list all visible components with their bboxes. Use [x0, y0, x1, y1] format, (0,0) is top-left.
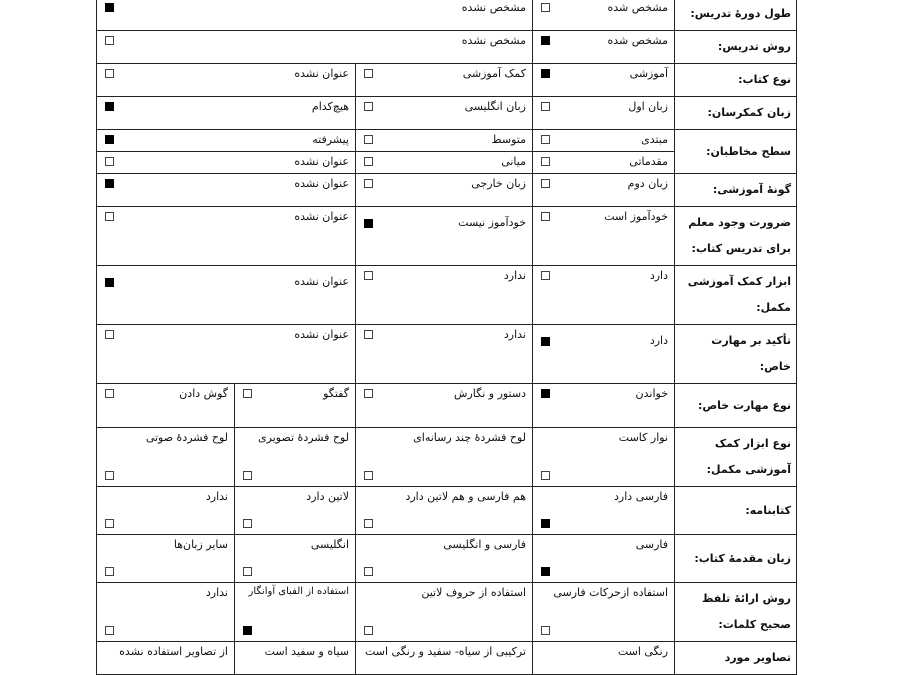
checkbox-checked-icon[interactable] [541, 337, 550, 346]
row-skill-emphasis [97, 325, 797, 384]
option-middle[interactable]: میانی [356, 152, 533, 174]
option-supplementary[interactable]: کمک آموزشی [356, 64, 533, 97]
checkbox-icon[interactable] [364, 471, 373, 480]
checkbox-icon[interactable] [105, 157, 114, 166]
label-audience-level: سطح مخاطبان: [675, 130, 797, 174]
option-not-self-study[interactable]: خودآموز نیست [356, 207, 533, 266]
row-images [97, 642, 797, 675]
row-tool-type [97, 428, 797, 487]
checkbox-icon[interactable] [243, 567, 252, 576]
label-skill-type: نوع مهارت خاص: [675, 384, 797, 428]
option-other-languages[interactable]: سایر زبان‌ها [97, 535, 235, 583]
checkbox-icon[interactable] [364, 179, 373, 188]
option-black-white[interactable]: سیاه و سفید است [235, 642, 356, 675]
label-intro-language: زبان مقدمهٔ کتاب: [675, 535, 797, 583]
option-grammar-writing[interactable]: دستور و نگارش [356, 384, 533, 428]
option-none[interactable]: ندارد [97, 583, 235, 642]
checkbox-icon[interactable] [541, 471, 550, 480]
option-persian-english[interactable]: فارسی و انگلیسی [356, 535, 533, 583]
checkbox-checked-icon[interactable] [105, 179, 114, 188]
checkbox-icon[interactable] [105, 69, 114, 78]
row-teaching-duration [97, 0, 797, 31]
checkbox-icon[interactable] [541, 271, 550, 280]
label-book-type: نوع کتاب: [675, 64, 797, 97]
option-color[interactable]: رنگی است [533, 642, 675, 675]
row-helper-language [97, 97, 797, 130]
label-teaching-duration: طول دورهٔ تدریس: [675, 0, 797, 31]
option-self-study[interactable]: خودآموز است [533, 207, 675, 266]
option-reading[interactable]: خواندن [533, 384, 675, 428]
checkbox-icon[interactable] [364, 271, 373, 280]
option-not-specified[interactable]: مشخص نشده [97, 0, 533, 31]
checkbox-icon[interactable] [364, 330, 373, 339]
row-skill-type [97, 384, 797, 428]
option-has-not[interactable]: ندارد [356, 325, 533, 384]
book-evaluation-form [96, 0, 797, 675]
option-listening[interactable]: گوش دادن [97, 384, 235, 428]
option-none[interactable]: هیچ‌کدام [97, 97, 356, 130]
checkbox-checked-icon[interactable] [541, 36, 550, 45]
checkbox-icon[interactable] [243, 389, 252, 398]
checkbox-icon[interactable] [105, 519, 114, 528]
label-pronunciation: روش ارائهٔ تلفظ صحیح کلمات: [675, 583, 797, 642]
checkbox-icon[interactable] [364, 389, 373, 398]
checkbox-icon[interactable] [541, 179, 550, 188]
option-foreign-language[interactable]: زبان خارجی [356, 174, 533, 207]
option-has[interactable]: دارد [533, 325, 675, 384]
option-advanced[interactable]: پیشرفته [97, 130, 356, 152]
checkbox-checked-icon[interactable] [364, 219, 373, 228]
row-educational-genre [97, 174, 797, 207]
label-supplementary-tools: ابزار کمک آموزشی مکمل: [675, 266, 797, 325]
option-has-not[interactable]: ندارد [356, 266, 533, 325]
option-second-language[interactable]: زبان دوم [533, 174, 675, 207]
row-teaching-method [97, 31, 797, 64]
checkbox-checked-icon[interactable] [105, 102, 114, 111]
option-multimedia-cd[interactable]: لوح فشردهٔ چند رسانه‌ای [356, 428, 533, 487]
label-images: تصاویر مورد [675, 642, 797, 675]
option-beginner[interactable]: مبتدی [533, 130, 675, 152]
checkbox-icon[interactable] [364, 157, 373, 166]
checkbox-icon[interactable] [364, 69, 373, 78]
option-conversation[interactable]: گفتگو [235, 384, 356, 428]
checkbox-icon[interactable] [541, 212, 550, 221]
option-persian-and-latin[interactable]: هم فارسی و هم لاتین دارد [356, 487, 533, 535]
option-latin[interactable]: لاتین دارد [235, 487, 356, 535]
option-educational[interactable]: آموزشی [533, 64, 675, 97]
option-not-stated[interactable]: عنوان نشده [97, 152, 356, 174]
row-supplementary-tools [97, 266, 797, 325]
option-first-language[interactable]: زبان اول [533, 97, 675, 130]
label-tool-type: نوع ابزار کمک آموزشی مکمل: [675, 428, 797, 487]
checkbox-icon[interactable] [364, 567, 373, 576]
option-not-stated[interactable]: عنوان نشده [97, 174, 356, 207]
label-helper-language: زبان کمکرسان: [675, 97, 797, 130]
checkbox-checked-icon[interactable] [105, 278, 114, 287]
checkbox-icon[interactable] [105, 389, 114, 398]
option-audio-cd[interactable]: لوح فشردهٔ صوتی [97, 428, 235, 487]
checkbox-checked-icon[interactable] [105, 135, 114, 144]
option-english[interactable]: انگلیسی [235, 535, 356, 583]
row-book-type [97, 64, 797, 97]
option-not-stated[interactable]: عنوان نشده [97, 207, 356, 266]
option-latin-letters[interactable]: استفاده از حروف لاتین [356, 583, 533, 642]
checkbox-checked-icon[interactable] [541, 389, 550, 398]
option-cassette[interactable]: نوار کاست [533, 428, 675, 487]
option-has[interactable]: دارد [533, 266, 675, 325]
checkbox-icon[interactable] [541, 626, 550, 635]
option-persian[interactable]: فارسی دارد [533, 487, 675, 535]
checkbox-checked-icon[interactable] [541, 519, 550, 528]
checkbox-icon[interactable] [105, 36, 114, 45]
option-not-stated[interactable]: عنوان نشده [97, 325, 356, 384]
checkbox-icon[interactable] [364, 135, 373, 144]
checkbox-icon[interactable] [243, 519, 252, 528]
option-none[interactable]: ندارد [97, 487, 235, 535]
option-not-stated[interactable]: عنوان نشده [97, 266, 356, 325]
checkbox-icon[interactable] [541, 3, 550, 12]
checkbox-checked-icon[interactable] [541, 69, 550, 78]
checkbox-checked-icon[interactable] [541, 567, 550, 576]
row-audience-level [97, 130, 797, 152]
checkbox-icon[interactable] [364, 519, 373, 528]
label-bibliography: کتابنامه: [675, 487, 797, 535]
checkbox-icon[interactable] [364, 626, 373, 635]
checkbox-icon[interactable] [541, 102, 550, 111]
checkbox-icon[interactable] [105, 330, 114, 339]
option-video-cd[interactable]: لوح فشردهٔ تصویری [235, 428, 356, 487]
option-not-specified[interactable]: مشخص نشده [97, 31, 533, 64]
checkbox-icon[interactable] [105, 471, 114, 480]
checkbox-checked-icon[interactable] [243, 626, 252, 635]
label-skill-emphasis: تأکید بر مهارت خاص: [675, 325, 797, 384]
option-english[interactable]: زبان انگلیسی [356, 97, 533, 130]
option-persian-diacritics[interactable]: استفاده ازحرکات فارسی [533, 583, 675, 642]
row-intro-language [97, 535, 797, 583]
option-specified[interactable]: مشخص شده [533, 31, 675, 64]
checkbox-icon[interactable] [105, 567, 114, 576]
option-mixed[interactable]: ترکیبی از سیاه- سفید و رنگی است [356, 642, 533, 675]
option-elementary[interactable]: مقدماتی [533, 152, 675, 174]
option-phonetic-alphabet[interactable]: استفاده از الفبای آوانگار [235, 583, 356, 642]
checkbox-icon[interactable] [105, 626, 114, 635]
row-teacher-required [97, 207, 797, 266]
checkbox-icon[interactable] [364, 102, 373, 111]
label-teaching-method: روش تدریس: [675, 31, 797, 64]
checkbox-icon[interactable] [541, 157, 550, 166]
option-specified[interactable]: مشخص شده [533, 0, 675, 31]
label-educational-genre: گونهٔ آموزشی: [675, 174, 797, 207]
checkbox-checked-icon[interactable] [105, 3, 114, 12]
option-no-images[interactable]: از تصاویر استفاده نشده [97, 642, 235, 675]
checkbox-icon[interactable] [243, 471, 252, 480]
row-bibliography [97, 487, 797, 535]
checkbox-icon[interactable] [541, 135, 550, 144]
checkbox-icon[interactable] [105, 212, 114, 221]
row-pronunciation [97, 583, 797, 642]
label-teacher-required: ضرورت وجود معلم برای تدریس کتاب: [675, 207, 797, 266]
option-persian[interactable]: فارسی [533, 535, 675, 583]
option-not-stated[interactable]: عنوان نشده [97, 64, 356, 97]
option-intermediate[interactable]: متوسط [356, 130, 533, 152]
